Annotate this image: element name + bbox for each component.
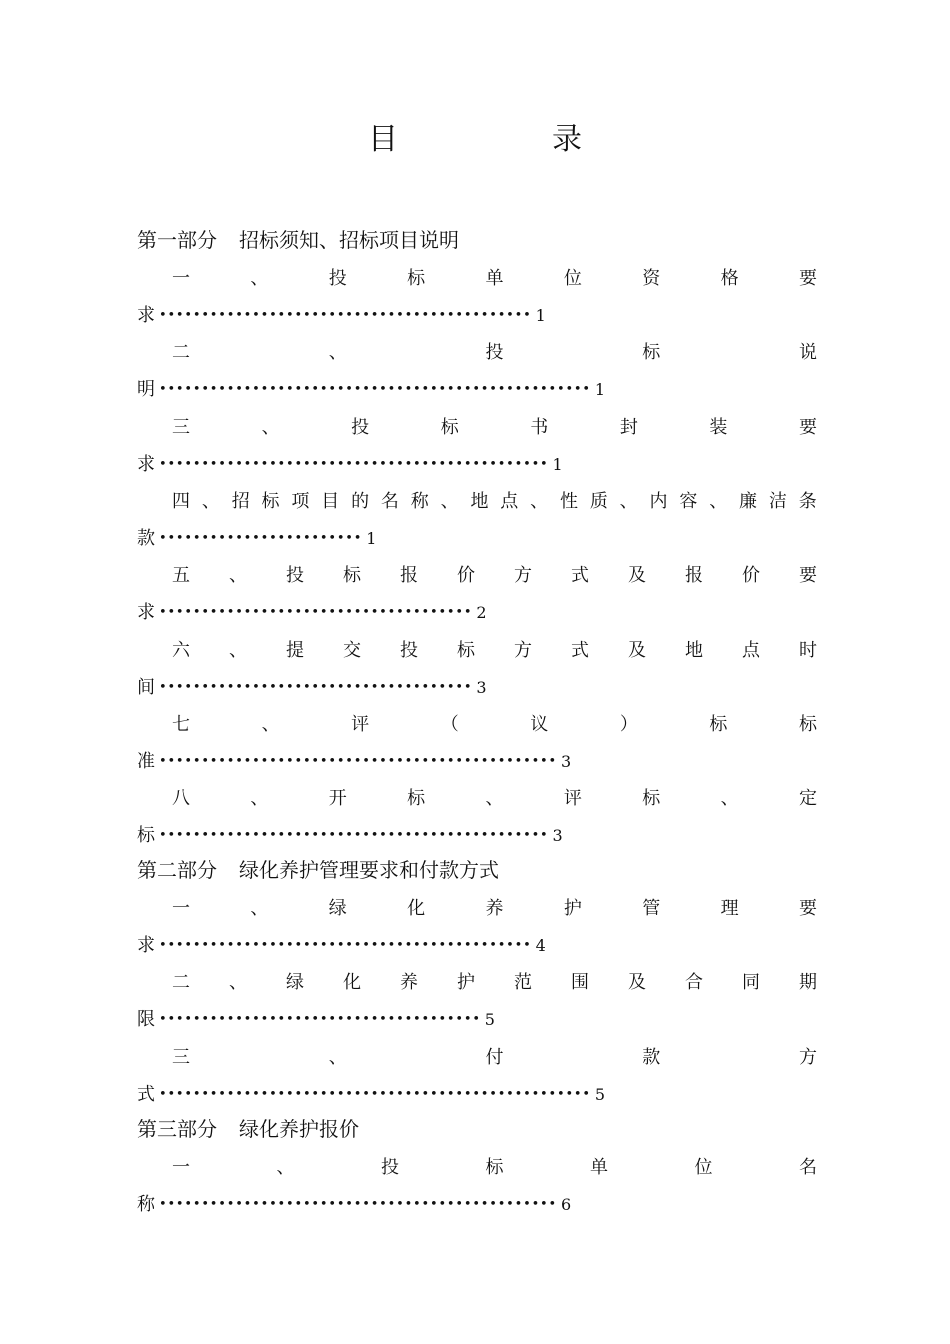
toc-page-number: 3 [476,677,487,697]
part-title: 绿化养护报价 [239,1117,359,1141]
toc-entry-text: 三 、 付 款 方 [172,1046,817,1068]
toc-entry-text: 二 、 投 标 说 [172,342,817,364]
dot-leader: •••••••••••••••••••••••• [159,530,363,546]
toc-entry-text: 二 、 绿 化 养 护 范 围 及 合 同 期 [172,972,817,994]
toc-entry-leader [137,675,487,701]
toc-entry-text: 四 、 招 标 项 目 的 名 称 、 地 点 、 性 质 、 内 容 、 廉 洁 条 [172,490,817,512]
toc-entry-text: 三 、 投 标 书 封 装 要 [172,416,817,438]
toc-page-number: 3 [552,826,563,846]
toc-entry-leader [137,1192,571,1218]
toc-entry-text: 七 、 评 （ 议 ） 标 标 [172,713,817,735]
dot-leader: •••••••••••••••••••••••••••••••••••••••••••••• [159,456,549,472]
part-label: 第三部分 [137,1117,217,1141]
toc-entry-leader [137,452,563,478]
part-label: 第二部分 [137,858,217,882]
toc-entry-last-char: 间 [137,676,155,698]
toc-entry-leader [137,823,563,849]
toc-entry-leader [137,1082,605,1108]
dot-leader: ••••••••••••••••••••••••••••••••••••••••••••••• [159,753,557,769]
toc-entry-last-char: 款 [137,527,155,549]
dot-leader: •••••••••••••••••••••••••••••••••••••••••••••• [159,828,549,844]
dot-leader: ••••••••••••••••••••••••••••••••••••••••••••••••••• [159,382,591,398]
toc-entry-leader [137,526,376,552]
toc-page-number: 5 [484,1010,495,1030]
toc-entry-text: 一 、 投 标 单 位 资 格 要 [172,268,817,289]
toc-page-number: 1 [594,380,606,400]
toc-entry-text: 一 、 投 标 单 位 名 [172,1157,817,1178]
dot-leader: •••••••••••••••••••••••••••••••••••••••••••• [159,308,532,323]
toc-entry-last-char: 求 [137,935,155,956]
dot-leader: ••••••••••••••••••••••••••••••••••••• [159,605,473,621]
toc-entry-last-char: 标 [137,825,155,847]
dot-leader: ••••••••••••••••••••••••••••••••••••• [159,679,473,695]
toc-entry-last-char: 求 [137,602,155,624]
dot-leader: •••••••••••••••••••••••••••••••••••••• [159,1012,481,1028]
toc-page-number: 6 [561,1195,572,1214]
toc-entry-leader [137,749,571,775]
toc-page-number: 1 [366,528,377,548]
dot-leader: ••••••••••••••••••••••••••••••••••••••••••••••••••• [159,1086,591,1102]
toc-entry-leader [137,1007,495,1033]
toc-entry-last-char: 式 [137,1083,155,1105]
dot-leader: •••••••••••••••••••••••••••••••••••••••••••• [159,938,532,953]
toc-entry-last-char: 限 [137,1009,155,1031]
toc-part-heading[interactable] [137,1115,359,1143]
toc-page-number: 5 [594,1084,606,1104]
toc-page-number: 1 [535,306,546,325]
part-title: 招标须知、招标项目说明 [239,228,459,252]
toc-entry-leader [137,377,605,403]
toc-entry-last-char: 明 [137,379,155,401]
part-label: 第一部分 [137,228,217,252]
toc-entry-leader [137,303,546,329]
toc-entry-text: 六 、 提 交 投 标 方 式 及 地 点 时 [172,639,817,661]
toc-entry-last-char: 求 [137,453,155,475]
toc-entry-text: 五 、 投 标 报 价 方 式 及 报 价 要 [172,565,817,587]
toc-entry-leader [137,933,546,959]
toc-page-number: 4 [535,936,546,955]
toc-entry-text: 八 、 开 标 、 评 标 、 定 [172,788,817,810]
toc-entry-last-char: 求 [137,305,155,326]
page-title: 目 录 [368,122,644,157]
part-title: 绿化养护管理要求和付款方式 [239,858,499,882]
toc-entry-leader [137,600,487,626]
toc-part-heading[interactable] [137,226,459,254]
toc-part-heading[interactable] [137,856,499,884]
toc-entry-last-char: 准 [137,750,155,772]
toc-page-number: 1 [552,454,563,474]
toc-entry-text: 一 、 绿 化 养 护 管 理 要 [172,898,817,919]
toc-entry-last-char: 称 [137,1194,155,1215]
toc-page-number: 3 [561,751,572,771]
dot-leader: ••••••••••••••••••••••••••••••••••••••••••••••• [159,1197,557,1212]
toc-page-number: 2 [476,603,487,623]
